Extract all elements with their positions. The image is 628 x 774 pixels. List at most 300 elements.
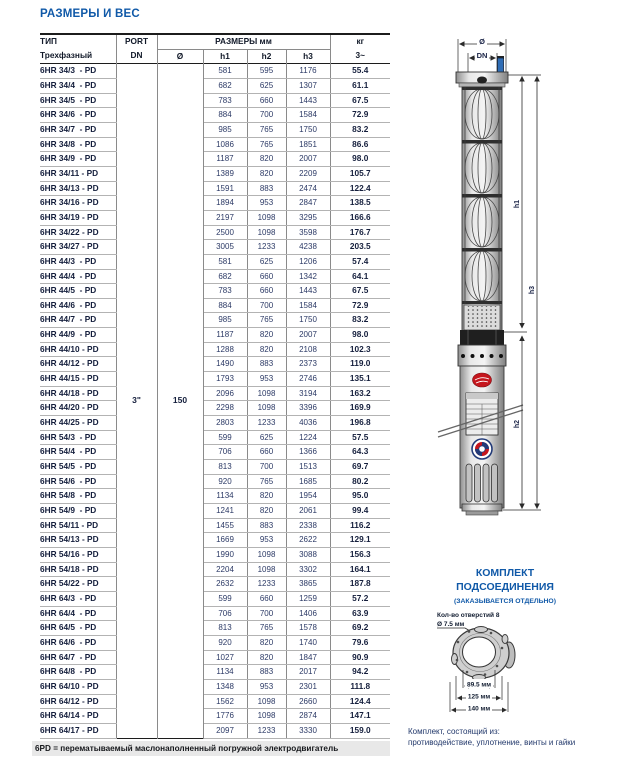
- h2-value: 883: [247, 181, 286, 196]
- h1-value: 1027: [203, 650, 247, 665]
- weight-value: 57.2: [330, 591, 390, 606]
- h3-value: 2301: [286, 679, 330, 694]
- table-row: [40, 416, 390, 431]
- weight-value: 79.6: [330, 635, 390, 650]
- h3-value: 1954: [286, 489, 330, 504]
- h1-value: 581: [203, 64, 247, 79]
- weight-value: 187.8: [330, 577, 390, 592]
- h1-value: 783: [203, 284, 247, 299]
- h3-value: 2007: [286, 152, 330, 167]
- kit-title-line2: ПОДСОЕДИНЕНИЯ: [456, 581, 554, 593]
- pump-type: 6HR 64/12 - PD: [40, 694, 116, 709]
- pump-type: 6HR 64/7 - PD: [40, 650, 116, 665]
- h1-value: 2096: [203, 386, 247, 401]
- h3-value: 2017: [286, 665, 330, 680]
- clamp-dim-outer: 140 мм: [467, 705, 491, 713]
- h1-value: 813: [203, 460, 247, 475]
- pump-type: 6HR 34/4 - PD: [40, 78, 116, 93]
- col-dn: DN: [116, 49, 157, 64]
- table-row: [40, 694, 390, 709]
- pump-illustration: [435, 28, 580, 520]
- weight-value: 69.2: [330, 621, 390, 636]
- h1-value: 2500: [203, 225, 247, 240]
- h2-value: 660: [247, 284, 286, 299]
- h2-value: 765: [247, 313, 286, 328]
- pump-type: 6HR 34/11 - PD: [40, 166, 116, 181]
- h2-value: 660: [247, 269, 286, 284]
- table-body: [40, 64, 390, 738]
- h3-value: 2373: [286, 357, 330, 372]
- h2-value: 820: [247, 635, 286, 650]
- table-row: [40, 166, 390, 181]
- diameter-dim-label: Ø: [479, 37, 485, 46]
- pump-type: 6HR 44/7 - PD: [40, 313, 116, 328]
- h3-value: 2847: [286, 196, 330, 211]
- weight-value: 57.5: [330, 430, 390, 445]
- pump-type: 6HR 44/4 - PD: [40, 269, 116, 284]
- col-type: ТИП: [40, 34, 116, 49]
- table-row: [40, 342, 390, 357]
- kit-title: [430, 566, 580, 594]
- h2-value: 1233: [247, 416, 286, 431]
- h2-value: 1098: [247, 401, 286, 416]
- weight-value: 169.9: [330, 401, 390, 416]
- h1-value: 985: [203, 122, 247, 137]
- weight-value: 176.7: [330, 225, 390, 240]
- pump-type: 6HR 44/3 - PD: [40, 254, 116, 269]
- port-dn-value: 3": [116, 64, 157, 738]
- h1-value: 1389: [203, 166, 247, 181]
- weight-value: 83.2: [330, 122, 390, 137]
- table-row: [40, 474, 390, 489]
- h2-value: 1098: [247, 562, 286, 577]
- pump-type: 6HR 64/17 - PD: [40, 723, 116, 738]
- col-weight-sub: 3~: [355, 50, 365, 61]
- h2-value: 625: [247, 254, 286, 269]
- weight-value: 116.2: [330, 518, 390, 533]
- h2-value: 1098: [247, 386, 286, 401]
- weight-value: 138.5: [330, 196, 390, 211]
- h2-value: 820: [247, 152, 286, 167]
- h2-value: 820: [247, 489, 286, 504]
- h2-value: 883: [247, 518, 286, 533]
- h3-value: 1584: [286, 108, 330, 123]
- h1-value: 1776: [203, 709, 247, 724]
- h2-value: 1098: [247, 694, 286, 709]
- weight-value: 105.7: [330, 166, 390, 181]
- h3-value: 2108: [286, 342, 330, 357]
- table-row: [40, 709, 390, 724]
- h3-value: 1584: [286, 298, 330, 313]
- h1-value: 1348: [203, 679, 247, 694]
- h1-value: 813: [203, 621, 247, 636]
- footnote-text: 6PD = перематываемый маслонаполненный погружной электродвигатель: [35, 744, 339, 753]
- weight-value: 67.5: [330, 284, 390, 299]
- h3-value: 2007: [286, 328, 330, 343]
- h1-value: 599: [203, 430, 247, 445]
- h3-value: 1206: [286, 254, 330, 269]
- h2-value: 700: [247, 460, 286, 475]
- pump-type: 6HR 44/20 - PD: [40, 401, 116, 416]
- pump-type: 6HR 54/8 - PD: [40, 489, 116, 504]
- pump-type: 6HR 54/11 - PD: [40, 518, 116, 533]
- table-row: [40, 122, 390, 137]
- h3-value: 1513: [286, 460, 330, 475]
- h2-value: 820: [247, 166, 286, 181]
- pump-type: 6HR 54/5 - PD: [40, 460, 116, 475]
- weight-value: 129.1: [330, 533, 390, 548]
- h2-value: 820: [247, 342, 286, 357]
- h2-value: 953: [247, 196, 286, 211]
- weight-value: 166.6: [330, 210, 390, 225]
- kit-description: [408, 726, 626, 748]
- h1-value: 706: [203, 445, 247, 460]
- h3-value: 2660: [286, 694, 330, 709]
- weight-value: 159.0: [330, 723, 390, 738]
- table-row: [40, 254, 390, 269]
- h1-value: 581: [203, 254, 247, 269]
- table-row: [40, 313, 390, 328]
- h3-value: 2874: [286, 709, 330, 724]
- table-header: [40, 34, 390, 64]
- h1-value: 2803: [203, 416, 247, 431]
- table-row: [40, 284, 390, 299]
- h3-value: 1307: [286, 78, 330, 93]
- table-row: [40, 240, 390, 255]
- weight-value: 64.3: [330, 445, 390, 460]
- weight-value: 69.7: [330, 460, 390, 475]
- table-row: [40, 93, 390, 108]
- h2-value: 660: [247, 93, 286, 108]
- h3-value: 1847: [286, 650, 330, 665]
- weight-value: 67.5: [330, 93, 390, 108]
- pump-type: 6HR 64/14 - PD: [40, 709, 116, 724]
- table-row: [40, 547, 390, 562]
- weight-value: 98.0: [330, 328, 390, 343]
- h2-value: 1098: [247, 210, 286, 225]
- table-row: [40, 591, 390, 606]
- h3-value: 1443: [286, 284, 330, 299]
- table-row: [40, 635, 390, 650]
- h1-value: 1562: [203, 694, 247, 709]
- pump-type: 6HR 44/25 - PD: [40, 416, 116, 431]
- table-row: [40, 269, 390, 284]
- col-port: PORT: [116, 34, 157, 49]
- table-row: [40, 577, 390, 592]
- h2-value: 765: [247, 621, 286, 636]
- table-row: [40, 78, 390, 93]
- weight-value: 72.9: [330, 108, 390, 123]
- pump-type: 6HR 34/9 - PD: [40, 152, 116, 167]
- weight-value: 99.4: [330, 504, 390, 519]
- h2-value: 820: [247, 328, 286, 343]
- h1-value: 2097: [203, 723, 247, 738]
- pump-type: 6HR 54/13 - PD: [40, 533, 116, 548]
- pump-type: 6HR 54/3 - PD: [40, 430, 116, 445]
- h1-value: 884: [203, 298, 247, 313]
- h1-value: 599: [203, 591, 247, 606]
- weight-value: 203.5: [330, 240, 390, 255]
- dn-dim-label: DN: [476, 51, 488, 60]
- h1-value: 783: [203, 93, 247, 108]
- h3-value: 2209: [286, 166, 330, 181]
- weight-value: 111.8: [330, 679, 390, 694]
- h2-value: 765: [247, 474, 286, 489]
- pump-type: 6HR 34/5 - PD: [40, 93, 116, 108]
- h3-value: 1443: [286, 93, 330, 108]
- h2-value: 765: [247, 137, 286, 152]
- h3-value: 1851: [286, 137, 330, 152]
- h2-value: 953: [247, 533, 286, 548]
- footnote-strip: [32, 741, 390, 756]
- clamp-illustration: [435, 608, 580, 723]
- h1-value: 1490: [203, 357, 247, 372]
- pump-type: 6HR 54/18 - PD: [40, 562, 116, 577]
- h3-value: 1342: [286, 269, 330, 284]
- pump-type: 6HR 64/8 - PD: [40, 665, 116, 680]
- pump-type: 6HR 54/6 - PD: [40, 474, 116, 489]
- h1-value: 1455: [203, 518, 247, 533]
- pump-type: 6HR 34/27 - PD: [40, 240, 116, 255]
- weight-value: 163.2: [330, 386, 390, 401]
- h1-value: 985: [203, 313, 247, 328]
- pump-type: 6HR 64/3 - PD: [40, 591, 116, 606]
- col-weight: кг: [356, 36, 365, 47]
- weight-value: 64.1: [330, 269, 390, 284]
- weight-value: 61.1: [330, 78, 390, 93]
- weight-value: 94.2: [330, 665, 390, 680]
- weight-value: 86.6: [330, 137, 390, 152]
- table-row: [40, 562, 390, 577]
- table-row: [40, 723, 390, 738]
- h2-value: 1233: [247, 577, 286, 592]
- h2-value: 1098: [247, 547, 286, 562]
- table-row: [40, 504, 390, 519]
- table-row: [40, 357, 390, 372]
- kit-subtitle: (ЗАКАЗЫВАЕТСЯ ОТДЕЛЬНО): [453, 598, 556, 605]
- h1-value: 1894: [203, 196, 247, 211]
- h1-value: 1288: [203, 342, 247, 357]
- table-row: [40, 386, 390, 401]
- dimensions-weight-table: [40, 33, 390, 739]
- h3-value: 2746: [286, 372, 330, 387]
- weight-value: 196.8: [330, 416, 390, 431]
- pump-type: 6HR 34/13 - PD: [40, 181, 116, 196]
- table-row: [40, 108, 390, 123]
- table-row: [40, 196, 390, 211]
- h1-value: 2298: [203, 401, 247, 416]
- h3-value: 1740: [286, 635, 330, 650]
- h3-value: 3194: [286, 386, 330, 401]
- pump-type: 6HR 34/3 - PD: [40, 64, 116, 79]
- table-row: [40, 328, 390, 343]
- h3-value: 3088: [286, 547, 330, 562]
- h3-value: 3598: [286, 225, 330, 240]
- h2-value: 625: [247, 78, 286, 93]
- table-row: [40, 401, 390, 416]
- h2-value: 700: [247, 298, 286, 313]
- h3-value: 3865: [286, 577, 330, 592]
- pump-type: 6HR 34/19 - PD: [40, 210, 116, 225]
- h2-value: 700: [247, 108, 286, 123]
- table-row: [40, 489, 390, 504]
- weight-value: 98.0: [330, 152, 390, 167]
- h3-value: 3330: [286, 723, 330, 738]
- h3-value: 1406: [286, 606, 330, 621]
- table-row: [40, 225, 390, 240]
- pump-type: 6HR 54/9 - PD: [40, 504, 116, 519]
- pump-type: 6HR 64/10 - PD: [40, 679, 116, 694]
- weight-value: 102.3: [330, 342, 390, 357]
- pump-type: 6HR 44/5 - PD: [40, 284, 116, 299]
- table-row: [40, 152, 390, 167]
- col-h3: h3: [286, 49, 330, 64]
- weight-value: 83.2: [330, 313, 390, 328]
- h1-value: 2197: [203, 210, 247, 225]
- pump-type: 6HR 44/18 - PD: [40, 386, 116, 401]
- col-h1: h1: [203, 49, 247, 64]
- table-row: [40, 181, 390, 196]
- weight-value: 147.1: [330, 709, 390, 724]
- col-diameter: Ø: [157, 49, 203, 64]
- h3-value: 1176: [286, 64, 330, 79]
- h3-value: 1366: [286, 445, 330, 460]
- table-row: [40, 445, 390, 460]
- h3-value: 3295: [286, 210, 330, 225]
- weight-value: 135.1: [330, 372, 390, 387]
- weight-value: 90.9: [330, 650, 390, 665]
- h2-value: 700: [247, 606, 286, 621]
- h2-value: 883: [247, 665, 286, 680]
- pump-type: 6HR 54/4 - PD: [40, 445, 116, 460]
- h3-value: 3396: [286, 401, 330, 416]
- h2-value: 595: [247, 64, 286, 79]
- pump-type: 6HR 34/16 - PD: [40, 196, 116, 211]
- weight-value: 156.3: [330, 547, 390, 562]
- h2-value: 883: [247, 357, 286, 372]
- pump-type: 6HR 54/16 - PD: [40, 547, 116, 562]
- weight-value: 63.9: [330, 606, 390, 621]
- weight-value: 80.2: [330, 474, 390, 489]
- h1-value: 1187: [203, 328, 247, 343]
- pump-type: 6HR 54/22 - PD: [40, 577, 116, 592]
- h3-value: 2338: [286, 518, 330, 533]
- pump-type: 6HR 64/5 - PD: [40, 621, 116, 636]
- h1-value: 706: [203, 606, 247, 621]
- h2-value: 820: [247, 650, 286, 665]
- h1-value: 1086: [203, 137, 247, 152]
- h1-value: 3005: [203, 240, 247, 255]
- table-row: [40, 372, 390, 387]
- h1-value: 920: [203, 474, 247, 489]
- h2-value: 660: [247, 445, 286, 460]
- h3-value: 2474: [286, 181, 330, 196]
- pump-type: 6HR 64/4 - PD: [40, 606, 116, 621]
- table-row: [40, 621, 390, 636]
- h1-value: 884: [203, 108, 247, 123]
- weight-value: 122.4: [330, 181, 390, 196]
- clamp-dim-inner: 89.5 мм: [466, 681, 492, 689]
- h3-value: 1750: [286, 122, 330, 137]
- h2-value: 1233: [247, 240, 286, 255]
- h2-dim-label: h2: [514, 419, 521, 429]
- h2-value: 1098: [247, 225, 286, 240]
- table-row: [40, 430, 390, 445]
- pump-type: 6HR 44/15 - PD: [40, 372, 116, 387]
- h2-value: 1233: [247, 723, 286, 738]
- pump-type: 6HR 44/10 - PD: [40, 342, 116, 357]
- diameter-value: 150: [157, 64, 203, 738]
- pump-type: 6HR 64/6 - PD: [40, 635, 116, 650]
- weight-value: 95.0: [330, 489, 390, 504]
- table-row: [40, 518, 390, 533]
- kit-description-line2: противодействие, уплотнение, винты и гайки: [408, 738, 576, 747]
- h2-value: 820: [247, 504, 286, 519]
- h3-value: 1685: [286, 474, 330, 489]
- h1-value: 682: [203, 269, 247, 284]
- weight-value: 57.4: [330, 254, 390, 269]
- h3-value: 4238: [286, 240, 330, 255]
- h1-value: 1187: [203, 152, 247, 167]
- clamp-dim-mid: 125 мм: [467, 693, 491, 701]
- weight-value: 119.0: [330, 357, 390, 372]
- h2-value: 765: [247, 122, 286, 137]
- h1-value: 1241: [203, 504, 247, 519]
- weight-value: 72.9: [330, 298, 390, 313]
- holes-count-label: Кол-во отверстий 8: [437, 612, 500, 619]
- pump-type: 6HR 44/6 - PD: [40, 298, 116, 313]
- h1-value: 2632: [203, 577, 247, 592]
- h1-value: 1793: [203, 372, 247, 387]
- h3-value: 1578: [286, 621, 330, 636]
- table-row: [40, 210, 390, 225]
- h1-value: 1990: [203, 547, 247, 562]
- h2-value: 953: [247, 679, 286, 694]
- table-row: [40, 665, 390, 680]
- h2-value: 625: [247, 430, 286, 445]
- h1-value: 1134: [203, 489, 247, 504]
- h1-value: 1134: [203, 665, 247, 680]
- h1-value: 920: [203, 635, 247, 650]
- table-row: [40, 533, 390, 548]
- pump-type: 6HR 34/7 - PD: [40, 122, 116, 137]
- table-row: [40, 679, 390, 694]
- h3-dim-label: h3: [529, 285, 536, 295]
- hole-diameter-label: Ø 7.5 мм: [437, 621, 465, 628]
- table-row: [40, 606, 390, 621]
- h1-value: 2204: [203, 562, 247, 577]
- weight-value: 164.1: [330, 562, 390, 577]
- h3-value: 4036: [286, 416, 330, 431]
- h3-value: 2061: [286, 504, 330, 519]
- pump-type: 6HR 44/9 - PD: [40, 328, 116, 343]
- h2-value: 660: [247, 591, 286, 606]
- col-h2: h2: [247, 49, 286, 64]
- h3-value: 1259: [286, 591, 330, 606]
- table-row: [40, 298, 390, 313]
- pump-type: 6HR 34/6 - PD: [40, 108, 116, 123]
- h3-value: 1750: [286, 313, 330, 328]
- kit-description-line1: Комплект, состоящий из:: [408, 727, 500, 736]
- h1-dim-label: h1: [514, 199, 521, 209]
- pump-type: 6HR 44/12 - PD: [40, 357, 116, 372]
- h3-value: 3302: [286, 562, 330, 577]
- col-dimensions-group: РАЗМЕРЫ мм: [157, 34, 330, 49]
- kit-title-line1: КОМПЛЕКТ: [475, 567, 535, 579]
- h3-value: 2622: [286, 533, 330, 548]
- h2-value: 953: [247, 372, 286, 387]
- table-row: [40, 460, 390, 475]
